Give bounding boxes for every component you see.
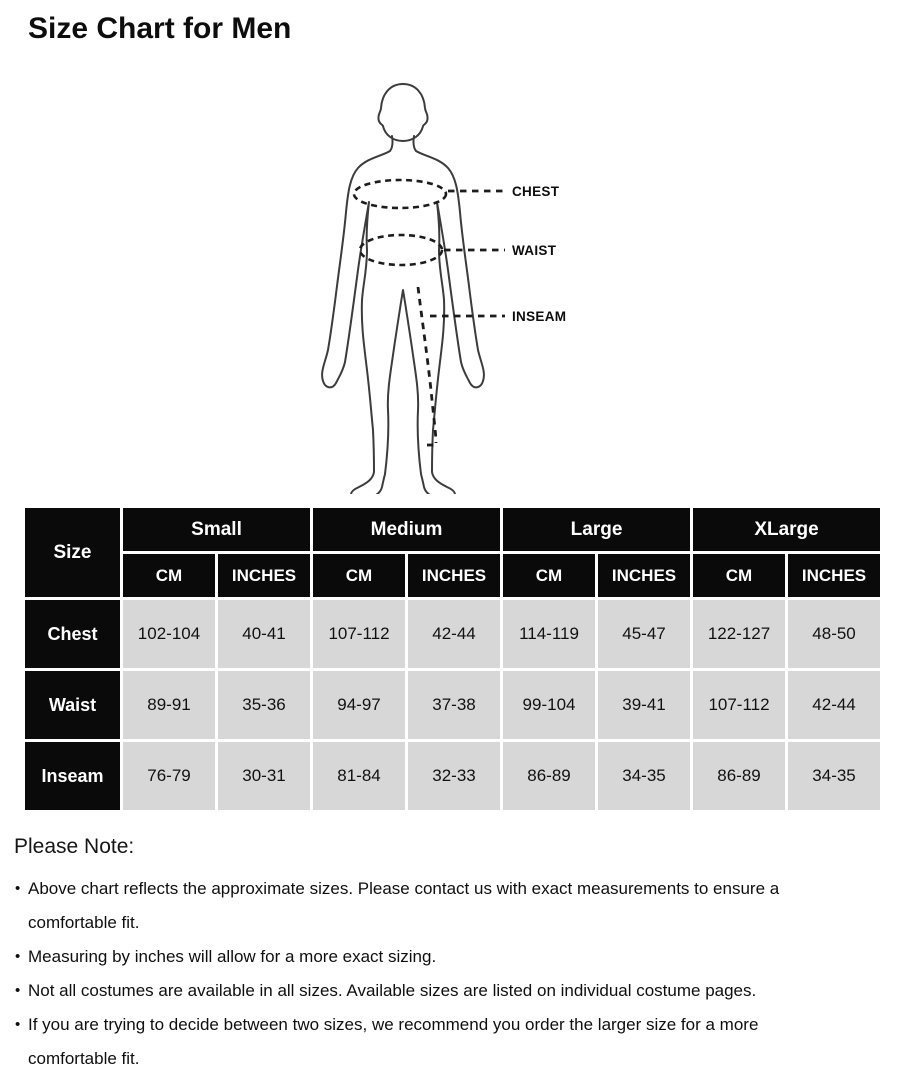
cell-value: 45-47 — [598, 600, 690, 668]
cell-value: 86-89 — [693, 742, 785, 810]
waist-label: WAIST — [512, 243, 557, 258]
cell-value: 42-44 — [408, 600, 500, 668]
col-header-medium: Medium — [313, 508, 500, 551]
cell-value: 34-35 — [598, 742, 690, 810]
male-figure-outline — [270, 80, 630, 494]
inseam-measure-line — [418, 287, 436, 443]
note-item: • Above chart reflects the approximate sizes. Please contact us with exact measurements to ensure a comfortable fit. — [14, 872, 826, 940]
notes-list — [14, 872, 826, 1076]
cell-value: 39-41 — [598, 671, 690, 739]
cell-value: 48-50 — [788, 600, 880, 668]
row-header-waist: Waist — [25, 671, 120, 739]
cell-value: 81-84 — [313, 742, 405, 810]
col-header-xlarge: XLarge — [693, 508, 880, 551]
note-item: • Measuring by inches will allow for a more exact sizing. — [14, 940, 826, 974]
size-corner-header: Size — [25, 508, 120, 597]
unit-header-cm: CM — [503, 554, 595, 597]
cell-value: 122-127 — [693, 600, 785, 668]
cell-value: 34-35 — [788, 742, 880, 810]
cell-value: 89-91 — [123, 671, 215, 739]
table-row-chest — [25, 600, 880, 668]
cell-value: 114-119 — [503, 600, 595, 668]
size-table-section — [22, 505, 883, 813]
cell-value: 107-112 — [313, 600, 405, 668]
cell-value: 32-33 — [408, 742, 500, 810]
measurement-diagram — [270, 80, 630, 494]
notes-section — [14, 833, 874, 1076]
cell-value: 42-44 — [788, 671, 880, 739]
cell-value: 76-79 — [123, 742, 215, 810]
cell-value: 94-97 — [313, 671, 405, 739]
page-title: Size Chart for Men — [28, 12, 292, 45]
cell-value: 102-104 — [123, 600, 215, 668]
cell-value: 30-31 — [218, 742, 310, 810]
chest-label: CHEST — [512, 184, 560, 199]
col-header-large: Large — [503, 508, 690, 551]
row-header-inseam: Inseam — [25, 742, 120, 810]
note-item: • If you are trying to decide between two sizes, we recommend you order the larger size for a more comfortable fit. — [14, 1008, 826, 1076]
cell-value: 40-41 — [218, 600, 310, 668]
cell-value: 86-89 — [503, 742, 595, 810]
unit-header-inches: INCHES — [218, 554, 310, 597]
size-table — [22, 505, 883, 813]
note-item: • Not all costumes are available in all sizes. Available sizes are listed on individual costume pages. — [14, 974, 826, 1008]
unit-header-inches: INCHES — [788, 554, 880, 597]
cell-value: 107-112 — [693, 671, 785, 739]
notes-heading: Please Note: — [14, 835, 135, 858]
unit-header-inches: INCHES — [408, 554, 500, 597]
row-header-chest: Chest — [25, 600, 120, 668]
cell-value: 35-36 — [218, 671, 310, 739]
unit-header-cm: CM — [123, 554, 215, 597]
cell-value: 99-104 — [503, 671, 595, 739]
inseam-label: INSEAM — [512, 309, 567, 324]
table-row-inseam — [25, 742, 880, 810]
unit-header-inches: INCHES — [598, 554, 690, 597]
col-header-small: Small — [123, 508, 310, 551]
waist-measure-line — [360, 235, 442, 265]
table-row-waist — [25, 671, 880, 739]
cell-value: 37-38 — [408, 671, 500, 739]
unit-header-cm: CM — [313, 554, 405, 597]
unit-header-cm: CM — [693, 554, 785, 597]
